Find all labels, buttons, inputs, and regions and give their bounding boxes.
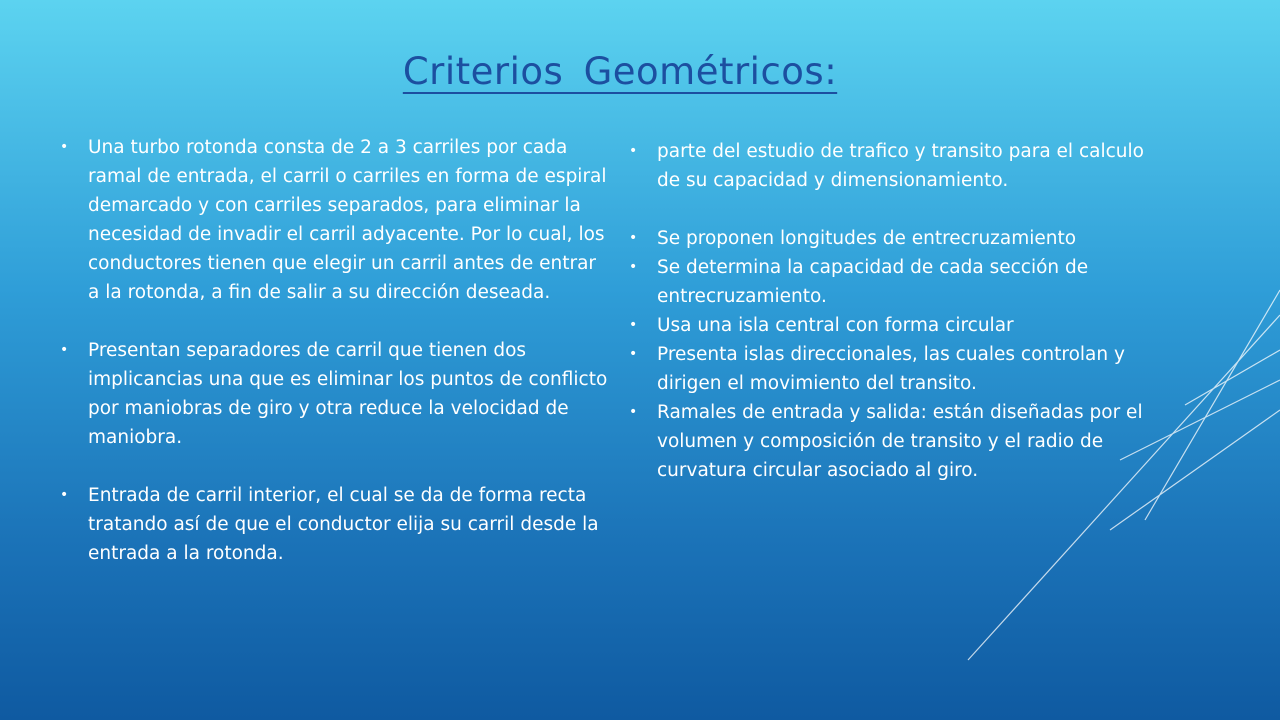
- list-item: • Presentan separadores de carril que tienen dos implicancias una que es eliminar los puntos de conflicto por maniobras de giro y otra reduce la velocidad de maniobra.: [58, 336, 608, 452]
- list-item: • Una turbo rotonda consta de 2 a 3 carriles por cada ramal de entrada, el carril o carriles en forma de espiral demarcado y con carriles separados, para eliminar la necesidad de invadir el carril adyacente. Por lo cual, los conductores tienen que elegir un carril antes de entrar a la rotonda, a fin de salir a su dirección deseada.: [58, 133, 608, 307]
- list-item: • Se proponen longitudes de entrecruzamiento: [627, 224, 1157, 253]
- right-bullet-list: [627, 137, 1157, 485]
- left-bullet-list: [58, 133, 608, 568]
- list-item: • Usa una isla central con forma circular: [627, 311, 1157, 340]
- list-item: • Presenta islas direccionales, las cuales controlan y dirigen el movimiento del transito.: [627, 340, 1157, 398]
- list-item: • Ramales de entrada y salida: están diseñadas por el volumen y composición de transito y el radio de curvatura circular asociado al giro.: [627, 398, 1157, 485]
- slide-title: Criterios Geométricos:: [402, 50, 838, 93]
- list-item: • Se determina la capacidad de cada sección de entrecruzamiento.: [627, 253, 1157, 311]
- list-item: • Entrada de carril interior, el cual se da de forma recta tratando así de que el conductor elija su carril desde la entrada a la rotonda.: [58, 481, 608, 568]
- list-item: • parte del estudio de trafico y transito para el calculo de su capacidad y dimensionamiento.: [627, 137, 1157, 195]
